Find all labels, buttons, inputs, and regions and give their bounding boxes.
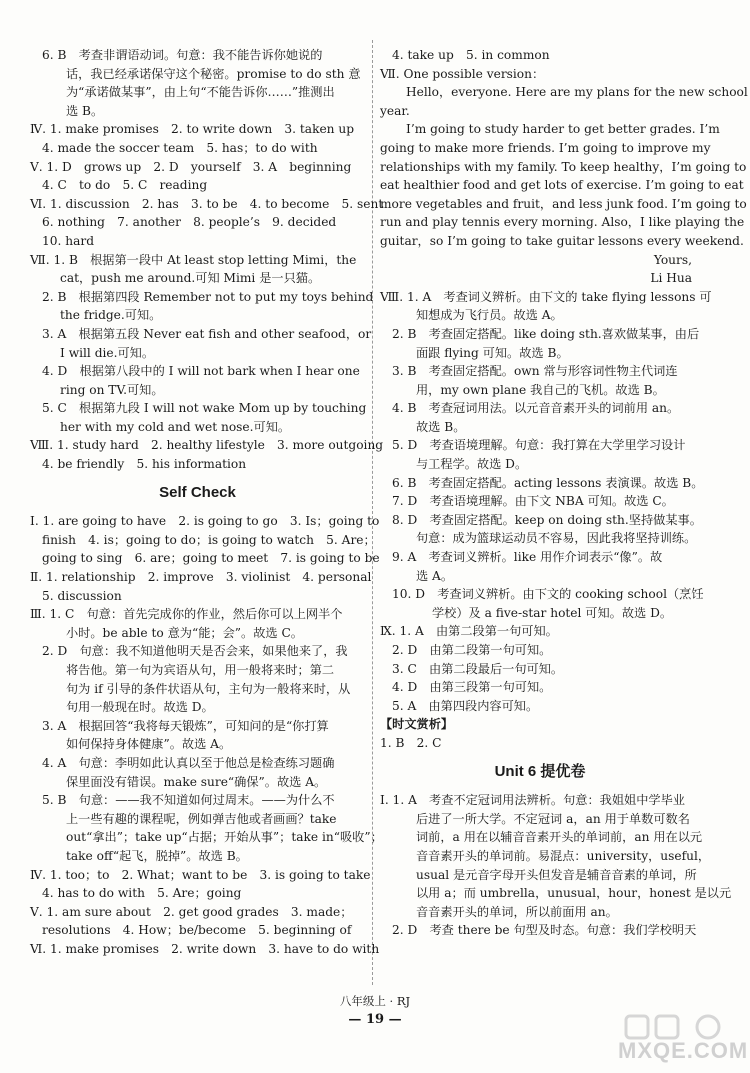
answer-line: 句意：成为篮球运动员不容易，因此我将坚持训练。 <box>416 531 697 546</box>
answer-line: 音音素开头的单词，所以前面用 an。 <box>416 904 618 919</box>
answer-line: 5. B 句意：——我不知道如何过周末。——为什么不 <box>42 793 335 808</box>
unit6-heading: Unit 6 提优卷 <box>494 762 586 780</box>
answer-line: ring on TV.可知。 <box>60 382 164 397</box>
answer-line: Ⅷ. 1. A 考查词义辨析。由下文的 take flying lessons 可 <box>380 289 712 304</box>
essay-line: run and play tennis every morning. Also，I like playing the <box>380 215 745 230</box>
answer-line: 将告他。第一句为宾语从句，用一般将来时；第二 <box>66 663 335 677</box>
model-essay <box>380 83 748 250</box>
answer-line: 5. A 由第四段内容可知。 <box>392 698 539 713</box>
answer-line: 10. D 考查词义辨析。由下文的 cooking school（烹饪 <box>392 587 704 602</box>
answer-line: Ⅴ. 1. am sure about 2. get good grades 3. made； <box>30 904 353 919</box>
answer-line: 话，我已经承诺保守这个秘密。promise to do sth 意 <box>66 66 361 81</box>
answer-line: 4. has to do with 5. Are；going <box>42 886 242 901</box>
answer-line: 小时。be able to 意为“能；会”。故选 C。 <box>66 625 303 640</box>
watermark-logo <box>618 1012 749 1068</box>
answer-line: Ⅶ. 1. B 根据第一段中 At least stop letting Mimi，the <box>30 252 357 267</box>
page-number: — 19 — <box>348 1012 402 1027</box>
answer-line: the fridge.可知。 <box>60 308 162 323</box>
answer-line: 4. take up 5. in common <box>392 48 550 62</box>
answer-line: out“拿出”；take up“占据；开始从事”；take in“吸收”； <box>66 830 383 845</box>
essay-line: Hello，everyone. Here are my plans for the new school <box>406 85 748 100</box>
essay-closing: Yours, <box>653 252 692 267</box>
answer-line: 4. be friendly 5. his information <box>42 457 247 472</box>
answer-line: 6. B 考查固定搭配。acting lessons 表演课。故选 B。 <box>392 475 704 490</box>
answer-line: 上一些有趣的课程呢，例如弹吉他或者画画？take <box>66 811 337 826</box>
answer-line: 6. B 考查非谓语动词。句意：我不能告诉你她说的 <box>42 48 323 62</box>
answer-line: 保里面没有错误。make sure“确保”。故选 A。 <box>66 774 327 789</box>
answer-line: finish 4. is；going to do；is going to watch 5. Are； <box>42 532 376 547</box>
answer-line: I will die.可知。 <box>60 345 155 360</box>
answer-line: usual 是元音字母开头但发音是辅音音素的单词，所 <box>416 867 697 882</box>
essay-line: more vegetables and fruit，and less junk food. I’m going to <box>380 196 747 211</box>
answer-line: 4. B 考查冠词用法。以元音音素开头的词前用 an。 <box>392 401 680 416</box>
answer-line: 4. D 根据第八段中的 I will not bark when I hear one <box>42 364 360 379</box>
answer-line: 4. made the soccer team 5. has；to do with <box>42 140 318 155</box>
answer-line: 2. D 考查 there be 句型及时态。句意：我们学校明天 <box>392 923 697 938</box>
answer-line: 2. D 由第二段第一句可知。 <box>392 643 552 657</box>
answer-line: 选 B。 <box>66 103 104 118</box>
right-column <box>380 46 748 940</box>
answer-line: Ⅴ. 1. D grows up 2. D yourself 3. A beginning <box>30 159 352 174</box>
left-column <box>30 46 384 959</box>
answer-line: 4. D 由第三段第一句可知。 <box>392 680 552 695</box>
watermark-text: MXQE.COM <box>618 1038 749 1063</box>
answer-line: going to sing 6. are；going to meet 7. is going to be <box>42 551 380 566</box>
answer-line: Ⅶ. One possible version： <box>380 66 545 81</box>
self-check-answers <box>30 512 383 958</box>
essay-signature: Li Hua <box>650 271 692 286</box>
answer-line: Ⅲ. 1. C 句意：首先完成你的作业，然后你可以上网半个 <box>30 607 343 622</box>
answer-line: Ⅵ. 1. make promises 2. write down 3. have to do with <box>30 941 380 956</box>
answer-line: 句用一般现在时。故选 D。 <box>66 700 214 715</box>
essay-line: year. <box>380 103 410 118</box>
answer-line: Ⅵ. 1. discussion 2. has 3. to be 4. to become 5. sent <box>30 196 384 211</box>
answer-line: 9. A 考查词义辨析。like 用作介词表示“像”。故 <box>392 550 663 565</box>
answers-block-1 <box>30 46 384 474</box>
answer-line: 3. A 根据回答“我将每天锻炼”，可知问的是“你打算 <box>42 718 329 733</box>
answer-line: take off“起飞，脱掉”。故选 B。 <box>66 848 248 863</box>
self-check-heading: Self Check <box>159 483 236 501</box>
answer-line: cat，push me around.可知 Mimi 是一只猫。 <box>60 271 321 286</box>
answer-line: Ⅷ. 1. study hard 2. healthy lifestyle 3. more outgoing <box>30 438 384 453</box>
cloze-answers <box>380 288 712 716</box>
shiwen-heading: 【时文赏析】 <box>380 717 454 732</box>
answer-line: 4. C to do 5. C reading <box>42 178 208 193</box>
answer-line: 10. hard <box>42 233 94 248</box>
answer-line: 为“承诺做某事”，由上句“不能告诉你……”推测出 <box>66 85 335 100</box>
answer-line: 词前，a 用在以辅音音素开头的单词前，an 用在以元 <box>416 830 703 845</box>
answer-line: 5. discussion <box>42 588 122 603</box>
answer-line: 后进了一所大学。不定冠词 a，an 用于单数可数名 <box>416 811 690 826</box>
answer-line: 5. C 根据第九段 I will not wake Mom up by touching <box>42 401 367 416</box>
essay-line: relationships with my family. To keep healthy，I’m going to <box>380 159 747 174</box>
answer-line: 8. D 考查固定搭配。keep on doing sth.坚持做某事。 <box>392 512 702 527</box>
answer-line: 句为 if 引导的条件状语从句，主句为一般将来时，从 <box>66 681 351 696</box>
answer-line: 与工程学。故选 D。 <box>416 457 528 472</box>
answer-line: 以用 a；而 umbrella，unusual，hour，honest 是以元 <box>416 886 732 901</box>
answer-line: 3. C 由第二段最后一句可知。 <box>392 661 564 676</box>
answer-line: 6. nothing 7. another 8. people’s 9. decided <box>42 215 337 230</box>
answer-line: 2. B 考查固定搭配。like doing sth.喜欢做某事，由后 <box>392 326 700 341</box>
essay-line: I’m going to study harder to get better grades. I’m <box>406 122 720 137</box>
essay-line: guitar，so I’m going to take guitar lessons every weekend. <box>380 233 744 248</box>
shiwen-answers: 1. B 2. C <box>380 735 442 750</box>
essay-line: going to make more friends. I’m going to improve my <box>380 140 711 155</box>
answer-line: resolutions 4. How；be/become 5. beginning of <box>42 923 352 938</box>
answer-line: 2. D 句意：我不知道他明天是否会来，如果他来了，我 <box>42 644 348 659</box>
answer-line: 如何保持身体健康”。故选 A。 <box>66 737 232 752</box>
unit6-answers <box>380 791 732 940</box>
answer-line: Ⅸ. 1. A 由第二段第一句可知。 <box>380 624 558 639</box>
answer-line: Ⅰ. 1. are going to have 2. is going to go 3. Is；going to <box>30 514 380 529</box>
answer-line: 故选 B。 <box>416 419 466 434</box>
answer-line: 知想成为飞行员。故选 A。 <box>416 308 563 323</box>
answer-line: 学校）及 a five-star hotel 可知。故选 D。 <box>432 605 673 620</box>
answer-line: 4. A 句意：李明如此认真以至于他总是检查练习题确 <box>42 755 335 770</box>
answer-line: 3. A 根据第五段 Never eat fish and other seafood，or <box>42 326 372 341</box>
answer-line: 3. B 考查固定搭配。own 常与形容词性物主代词连 <box>392 364 678 379</box>
answer-line: 5. D 考查语境理解。句意：我打算在大学里学习设计 <box>392 438 686 453</box>
answer-line: her with my cold and wet nose.可知。 <box>60 419 291 434</box>
answer-line: Ⅳ. 1. make promises 2. to write down 3. taken up <box>30 122 355 137</box>
answer-line: Ⅰ. 1. A 考查不定冠词用法辨析。句意：我姐姐中学毕业 <box>380 793 685 808</box>
answer-line: Ⅱ. 1. relationship 2. improve 3. violinist 4. personal <box>30 570 372 585</box>
answer-line: 用，my own plane 我自己的飞机。故选 B。 <box>416 382 665 397</box>
answer-line: 7. D 考查语境理解。由下文 NBA 可知。故选 C。 <box>392 494 674 509</box>
essay-line: eat healthier food and get lots of exercise. I’m going to eat <box>380 178 744 193</box>
grade-label: 八年级上 · RJ <box>339 994 411 1008</box>
answer-line: 音音素开头的单词前。易混点：university，useful， <box>416 848 711 863</box>
answer-line: 面跟 flying 可知。故选 B。 <box>416 345 569 360</box>
answer-line: 2. B 根据第四段 Remember not to put my toys behind <box>42 289 374 304</box>
answer-line: 选 A。 <box>416 568 454 583</box>
answer-line: Ⅳ. 1. too；to 2. What；want to be 3. is going to take <box>30 867 371 882</box>
answers-block-2 <box>380 46 700 83</box>
